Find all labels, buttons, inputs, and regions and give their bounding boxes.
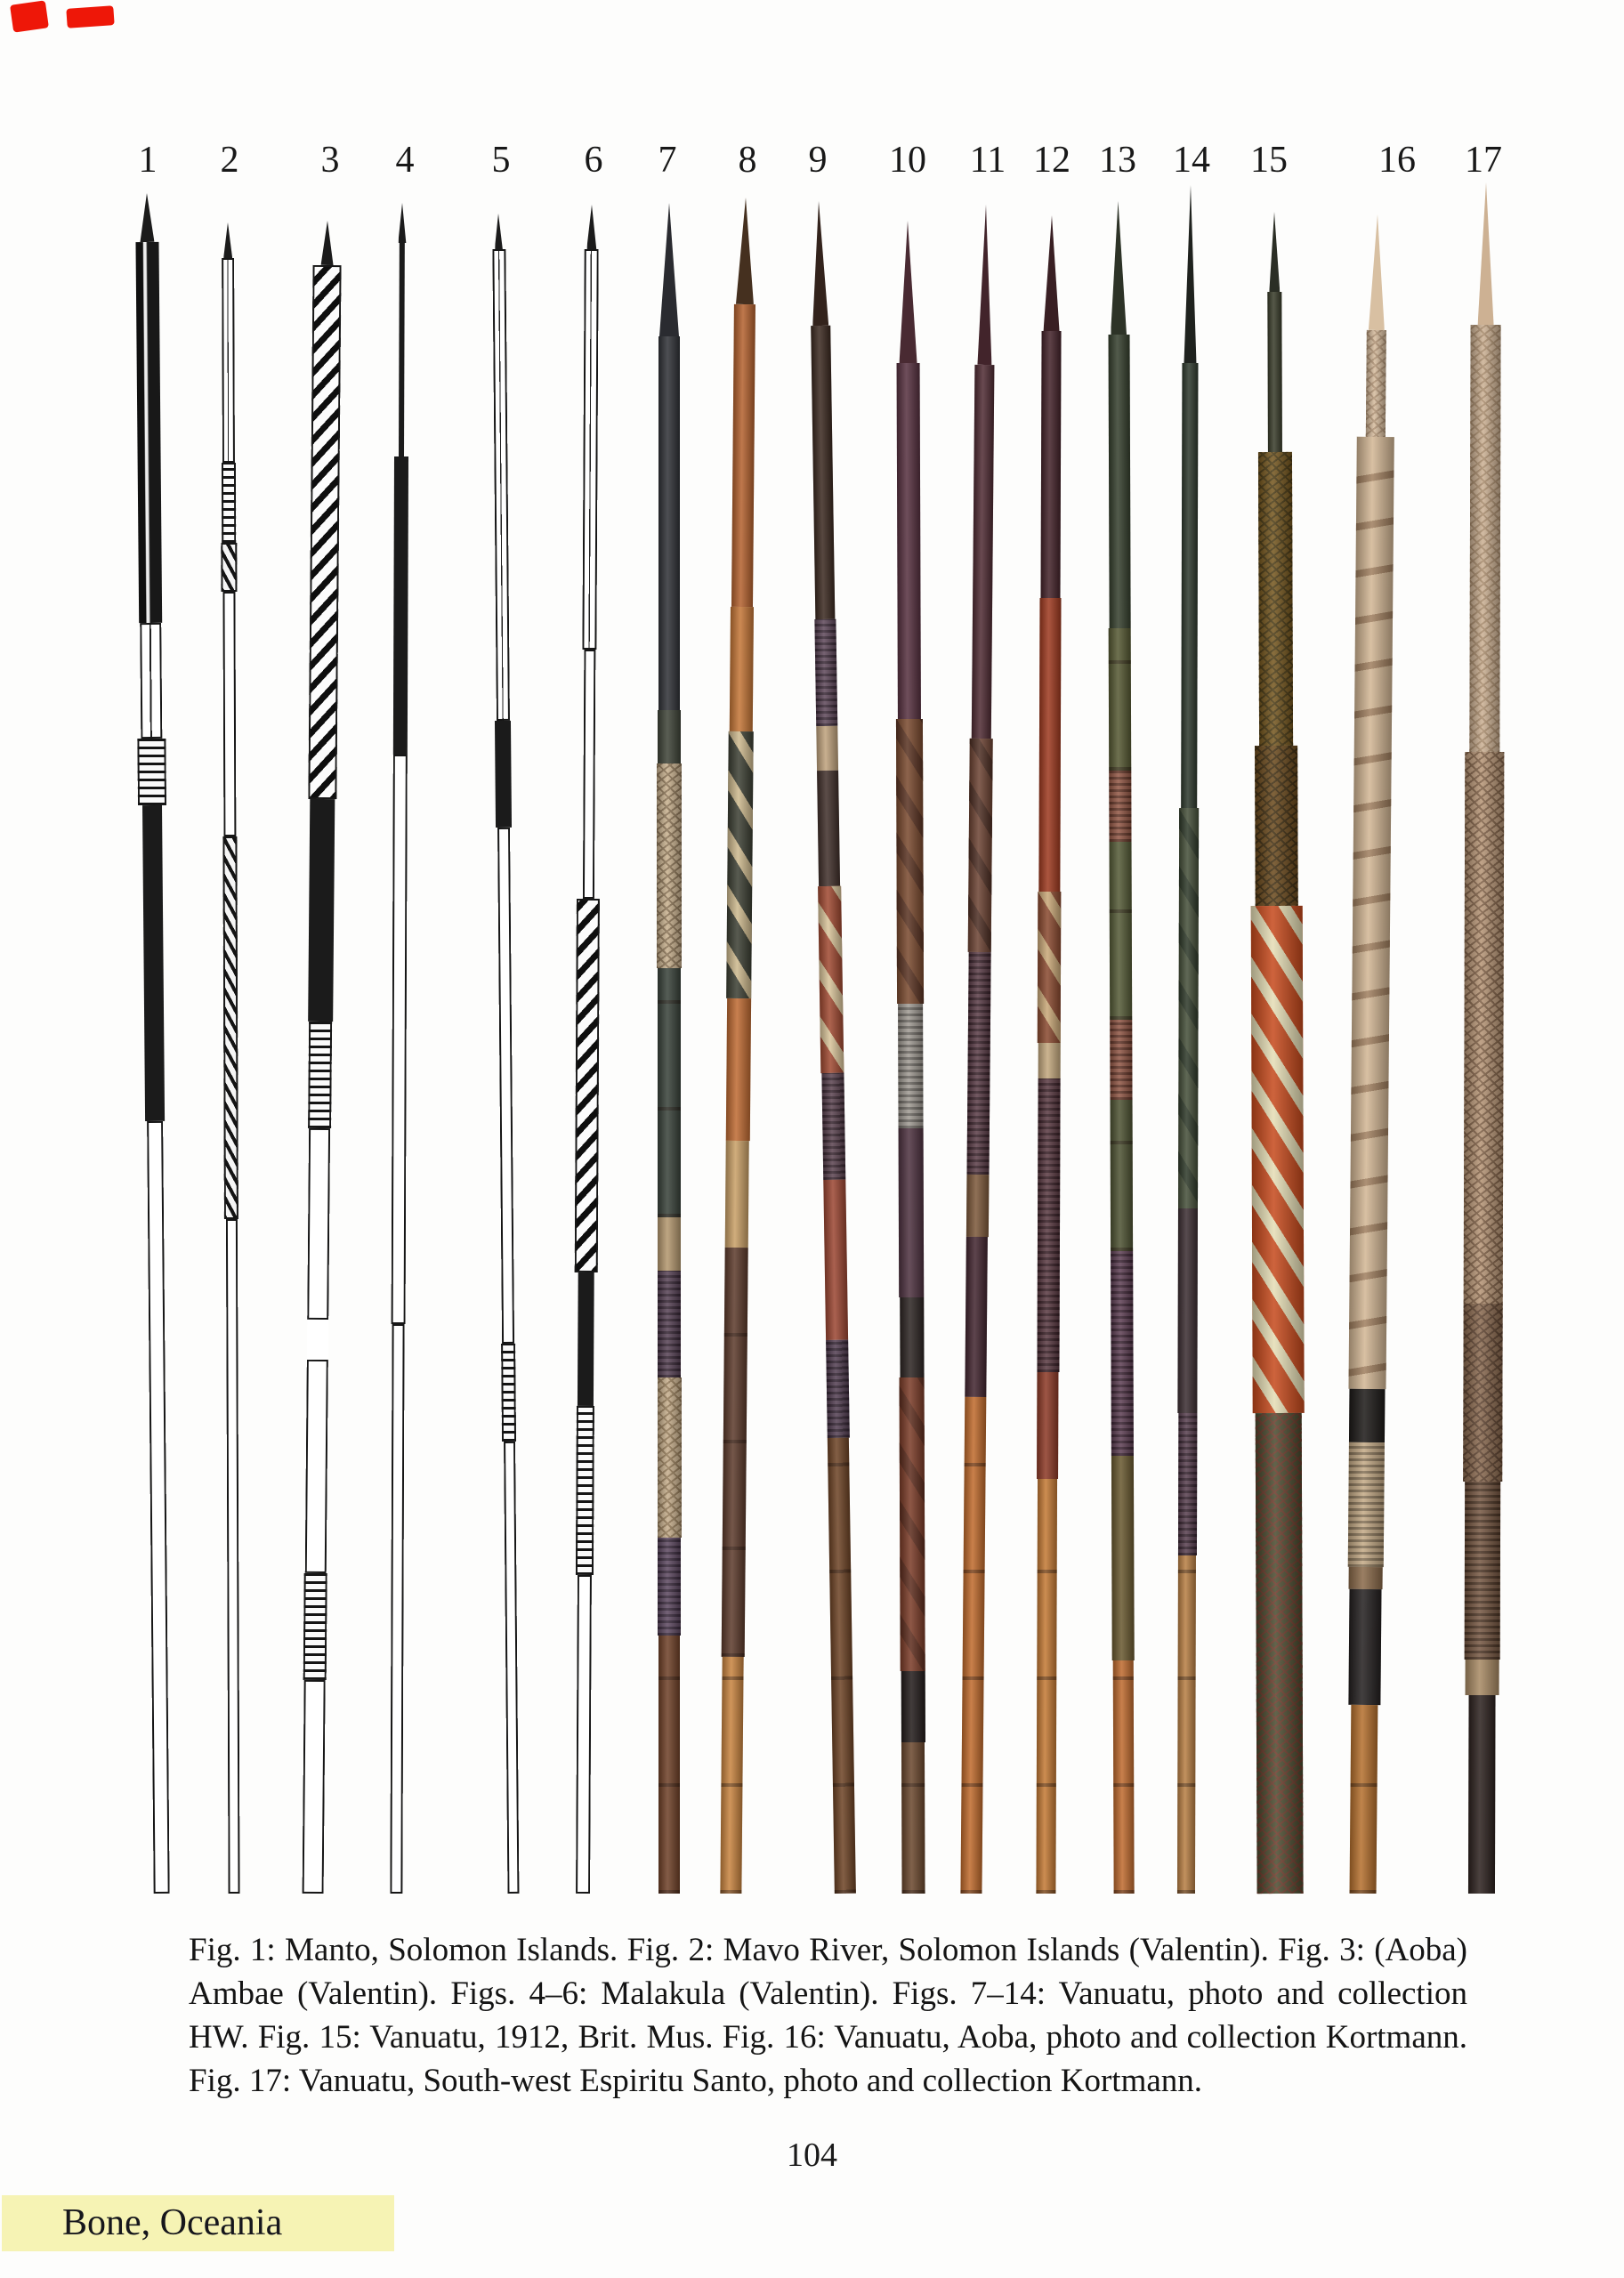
figure-number-6: 6: [584, 140, 603, 181]
spear-figure-15: [1248, 212, 1306, 1894]
spear-12-segment: [1038, 892, 1062, 1043]
spear-8-segment: [730, 607, 754, 731]
spear-7-segment: [658, 968, 681, 1217]
spear-1-segment: [147, 1121, 170, 1894]
spear-16-segment: [1349, 1567, 1383, 1589]
spear-9-segment: [814, 619, 837, 726]
spear-figure-11: [959, 205, 998, 1894]
spear-figure-16: [1345, 214, 1396, 1894]
figure-number-14: 14: [1173, 140, 1210, 181]
figure-number-10: 10: [889, 140, 926, 181]
spear-figure-8: [718, 198, 758, 1894]
spear-7-segment: [658, 336, 680, 710]
spear-12-segment: [1037, 1372, 1058, 1479]
figure-number-4: 4: [395, 140, 415, 181]
spear-4-tip: [398, 203, 406, 243]
red-scan-mark: [66, 5, 114, 28]
figure-number-3: 3: [320, 140, 340, 181]
spear-figure-5: [490, 214, 521, 1894]
figure-number-7: 7: [658, 140, 677, 181]
spear-16-tip: [1369, 214, 1386, 330]
spear-10-segment: [897, 363, 921, 719]
figure-number-17: 17: [1465, 140, 1502, 181]
spear-11-segment: [965, 1237, 988, 1397]
spear-12-segment: [1038, 1043, 1060, 1078]
spear-16-segment: [1348, 437, 1394, 1389]
figure-number-12: 12: [1033, 140, 1071, 181]
spear-6-segment: [582, 650, 594, 899]
spear-11-segment: [972, 365, 995, 739]
spear-6-tip: [586, 205, 596, 249]
spear-16-segment: [1350, 1705, 1378, 1894]
spear-16-segment: [1349, 1389, 1386, 1442]
spear-11-segment: [968, 739, 993, 952]
spear-9-segment: [826, 1340, 850, 1438]
spear-4-segment: [393, 456, 408, 755]
spear-5-segment: [501, 1344, 516, 1442]
spear-9-segment: [818, 886, 844, 1073]
spear-13-segment: [1109, 771, 1131, 842]
spear-8-segment: [720, 1657, 743, 1894]
spear-15-segment: [1267, 292, 1282, 452]
spear-figure-10: [894, 221, 927, 1894]
spear-14-segment: [1181, 363, 1198, 808]
spear-15-segment: [1255, 746, 1298, 906]
spear-2-segment: [222, 592, 236, 836]
spear-16-segment: [1348, 1442, 1385, 1567]
spear-13-segment: [1110, 1100, 1133, 1251]
index-label: Bone, Oceania: [62, 2202, 283, 2243]
spear-15-tip: [1269, 212, 1280, 292]
spear-11-segment: [966, 952, 990, 1175]
spear-13-segment: [1108, 335, 1130, 628]
spear-7-segment: [658, 1377, 682, 1538]
spear-12-segment: [1037, 1078, 1060, 1372]
figure-caption: Fig. 1: Manto, Solomon Islands. Fig. 2: Mavo River, Solomon Islands (Valentin). Fig. 3: (Aoba) Ambae (Valentin). Figs. 4–6: Malakula (Valentin). Figs. 7–14: Vanuatu, photo and collection HW. Fig. 15: Vanuatu, 1912, Brit. Mus. Fig. 16: Vanuatu, Aoba, photo and collection Kortmann. Fig. 17: Vanuatu, South-west Espiritu Santo, photo and collection Kortmann.: [189, 1932, 1467, 2099]
figure-number-8: 8: [738, 140, 757, 181]
spear-7-segment: [658, 1636, 680, 1894]
spear-8-segment: [726, 731, 754, 998]
spear-figure-13: [1107, 201, 1135, 1894]
spear-5-segment: [497, 828, 514, 1344]
spear-8-segment: [731, 304, 755, 607]
spear-12-segment: [1040, 331, 1061, 598]
spear-5-segment: [495, 721, 512, 828]
spear-10-segment: [896, 719, 924, 1004]
figure-number-13: 13: [1099, 140, 1136, 181]
spear-figure-9: [807, 201, 857, 1894]
spear-10-segment: [900, 1377, 925, 1671]
spear-14-segment: [1177, 1555, 1196, 1894]
spear-8-segment: [722, 1248, 748, 1657]
spear-17-tip: [1478, 182, 1494, 325]
spear-15-segment: [1251, 906, 1305, 1413]
spear-5-segment: [492, 249, 510, 721]
spear-17-segment: [1469, 325, 1500, 752]
spear-10-segment: [901, 1742, 925, 1894]
spear-4-segment: [399, 243, 405, 456]
spear-9-segment: [811, 326, 835, 619]
spear-3-segment: [308, 1022, 332, 1128]
spear-16-segment: [1348, 1589, 1381, 1705]
spear-14-segment: [1177, 1413, 1196, 1555]
spear-9-tip: [811, 201, 828, 326]
spear-9-segment: [821, 1073, 845, 1180]
spear-11-segment: [960, 1397, 986, 1894]
spear-13-segment: [1110, 1020, 1132, 1100]
spear-16-segment: [1366, 330, 1386, 437]
spear-9-segment: [828, 1438, 856, 1894]
spear-3-segment: [308, 265, 341, 799]
spear-8-segment: [725, 1141, 749, 1248]
spear-3-segment: [308, 799, 335, 1022]
spear-17-segment: [1465, 1482, 1501, 1660]
spear-6-segment: [578, 1272, 594, 1406]
spear-2-tip: [223, 222, 232, 258]
figure-number-11: 11: [969, 140, 1006, 181]
spear-14-segment: [1177, 1208, 1198, 1413]
spear-10-segment: [900, 1297, 924, 1377]
spear-2-segment: [222, 836, 238, 1219]
spear-10-tip: [899, 221, 917, 363]
spear-figure-6: [571, 205, 603, 1894]
spear-15-segment: [1258, 452, 1293, 746]
figure-number-15: 15: [1250, 140, 1288, 181]
spear-17-segment: [1464, 752, 1505, 1304]
spear-10-segment: [901, 1671, 925, 1742]
spear-3-tip: [321, 221, 334, 265]
figure-number-1: 1: [138, 140, 158, 181]
spear-11-segment: [966, 1175, 989, 1237]
spear-figure-14: [1176, 185, 1200, 1894]
spear-8-tip: [736, 198, 755, 304]
spear-9-segment: [816, 726, 838, 771]
spear-9-segment: [817, 771, 840, 886]
spear-17-segment: [1463, 1304, 1503, 1482]
spear-2-segment: [222, 258, 235, 463]
page-number: 104: [787, 2137, 837, 2174]
spear-figure-3: [299, 221, 342, 1894]
spear-11-tip: [977, 205, 993, 365]
spear-13-tip: [1110, 201, 1127, 335]
spear-figure-17: [1462, 182, 1506, 1894]
red-scan-mark: [10, 0, 49, 32]
spear-figure-7: [657, 203, 682, 1894]
spear-3-segment: [307, 1128, 330, 1320]
spear-1-segment: [137, 739, 166, 805]
spear-12-segment: [1036, 1479, 1057, 1894]
spear-figure-4: [389, 203, 409, 1894]
index-highlight-box: [2, 2195, 394, 2251]
spear-15-segment: [1256, 1413, 1304, 1894]
spear-7-segment: [657, 763, 682, 968]
spear-2-segment: [221, 543, 237, 592]
spear-17-segment: [1468, 1695, 1496, 1894]
spear-2-segment: [225, 1219, 239, 1894]
spear-12-segment: [1038, 598, 1061, 892]
spear-6-segment: [582, 249, 598, 650]
spear-5-segment: [504, 1442, 519, 1894]
spear-14-tip: [1184, 185, 1197, 363]
figure-number-9: 9: [808, 140, 828, 181]
spear-figure-1: [133, 193, 176, 1894]
spear-13-segment: [1111, 1251, 1134, 1456]
spear-2-segment: [222, 463, 236, 543]
spear-7-segment: [658, 1538, 681, 1636]
spear-1-tip: [140, 193, 154, 242]
spear-1-segment: [142, 805, 165, 1121]
spear-5-tip: [495, 214, 503, 249]
spear-8-segment: [725, 998, 750, 1141]
spear-13-segment: [1109, 842, 1132, 1020]
spear-10-segment: [899, 1128, 925, 1297]
spear-12-tip: [1044, 215, 1060, 331]
spear-14-segment: [1178, 808, 1199, 1208]
spear-3-segment: [303, 1573, 327, 1680]
spear-3-segment: [305, 1360, 328, 1573]
figure-number-2: 2: [220, 140, 239, 181]
spear-4-segment: [392, 755, 408, 1324]
spear-7-segment: [658, 1217, 681, 1271]
spear-3-segment: [307, 1320, 328, 1360]
spear-10-segment: [898, 1004, 923, 1128]
spear-17-segment: [1466, 1660, 1499, 1695]
spear-6-segment: [576, 1575, 592, 1894]
spear-figure-12: [1034, 215, 1063, 1894]
spear-7-tip: [659, 203, 679, 336]
spear-9-segment: [823, 1180, 848, 1340]
figure-number-16: 16: [1378, 140, 1416, 181]
spear-1-segment: [135, 242, 162, 623]
spear-4-segment: [390, 1324, 404, 1894]
spear-13-segment: [1112, 1660, 1134, 1894]
figure-number-5: 5: [491, 140, 511, 181]
spear-3-segment: [303, 1680, 326, 1894]
spear-7-segment: [658, 1271, 681, 1377]
spear-figure-2: [220, 222, 242, 1894]
spear-1-segment: [140, 623, 162, 739]
spear-13-segment: [1111, 1456, 1134, 1660]
spear-13-segment: [1108, 628, 1131, 771]
spear-6-segment: [575, 899, 600, 1272]
spear-6-segment: [576, 1406, 594, 1575]
spear-7-segment: [658, 710, 681, 763]
